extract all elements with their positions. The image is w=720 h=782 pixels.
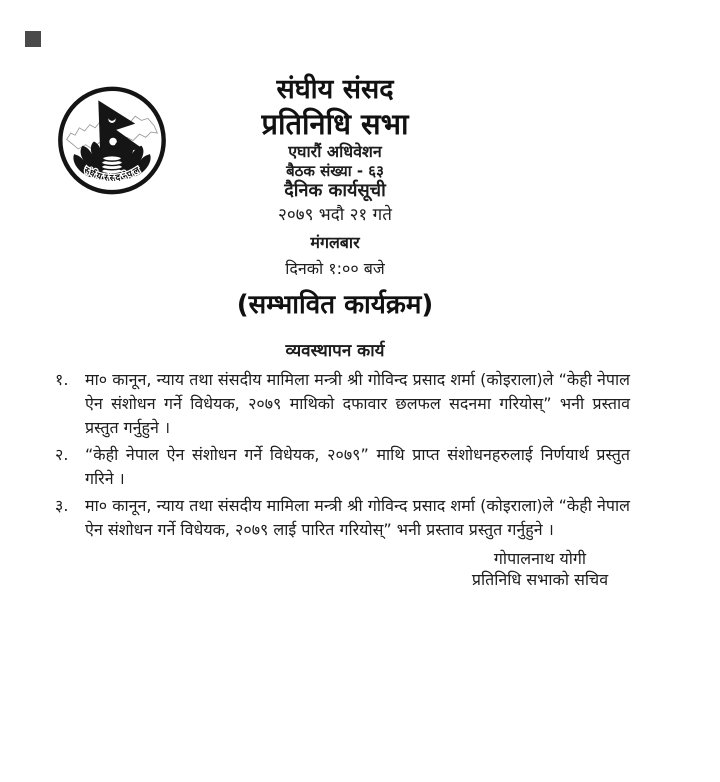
- weekday-line: मंगलबार: [310, 233, 360, 252]
- agenda-item: [55, 443, 630, 491]
- agenda-item-text: मा० कानून, न्याय तथा संसदीय मामिला मन्त्री श्री गोविन्द प्रसाद शर्मा (कोइराला)ले “केही नेपाल ऐन संशोधन गर्ने विधेयक, २०७९ माथिको दफावार छलफल सदनमा गरियोस्” भनी प्रस्ताव प्रस्तुत गर्नुहुने ।: [85, 370, 630, 437]
- signatory-name: गोपालनाथ योगी: [493, 549, 587, 568]
- document-body: [0, 74, 670, 590]
- signatory-title: प्रतिनिधि सभाको सचिव: [471, 570, 609, 589]
- agenda-list: [0, 368, 670, 542]
- agenda-item-number: ३.: [55, 496, 69, 515]
- seal-curved-text: संघीय संसद नेपाल: [81, 165, 143, 184]
- agenda-item: [55, 494, 630, 542]
- agenda-item-text: “केही नेपाल ऐन संशोधन गर्ने विधेयक, २०७९” माथि प्राप्त संशोधनहरुलाई निर्णयार्थ प्रस्तुत गरिने ।: [85, 445, 630, 488]
- chamber-title: प्रतिनिधि सभा: [261, 107, 409, 141]
- org-title: संघीय संसद: [276, 74, 394, 105]
- session-line: एघारौं अधिवेशन: [288, 142, 382, 161]
- agenda-item-number: २.: [55, 445, 69, 464]
- program-heading: (सम्भावित कार्यक्रम): [236, 290, 434, 320]
- agenda-item: [55, 368, 630, 440]
- doc-type: दैनिक कार्यसूची: [284, 180, 386, 201]
- time-line: दिनको १:०० बजे: [285, 259, 385, 278]
- agenda-item-number: १.: [55, 370, 69, 389]
- agenda-item-text: मा० कानून, न्याय तथा संसदीय मामिला मन्त्री श्री गोविन्द प्रसाद शर्मा (कोइराला)ले “केही नेपाल ऐन संशोधन गर्ने विधेयक, २०७९ लाई पारित गरियोस्” भनी प्रस्ताव प्रस्तुत गर्नुहुने ।: [85, 496, 630, 539]
- date-line: २०७९ भदौ २१ गते: [278, 205, 392, 225]
- section-heading: व्यवस्थापन कार्य: [285, 341, 385, 361]
- scan-artifact-square: [25, 31, 41, 47]
- meeting-number: बैठक संख्या - ६३: [286, 162, 384, 180]
- signature-block: [440, 548, 640, 590]
